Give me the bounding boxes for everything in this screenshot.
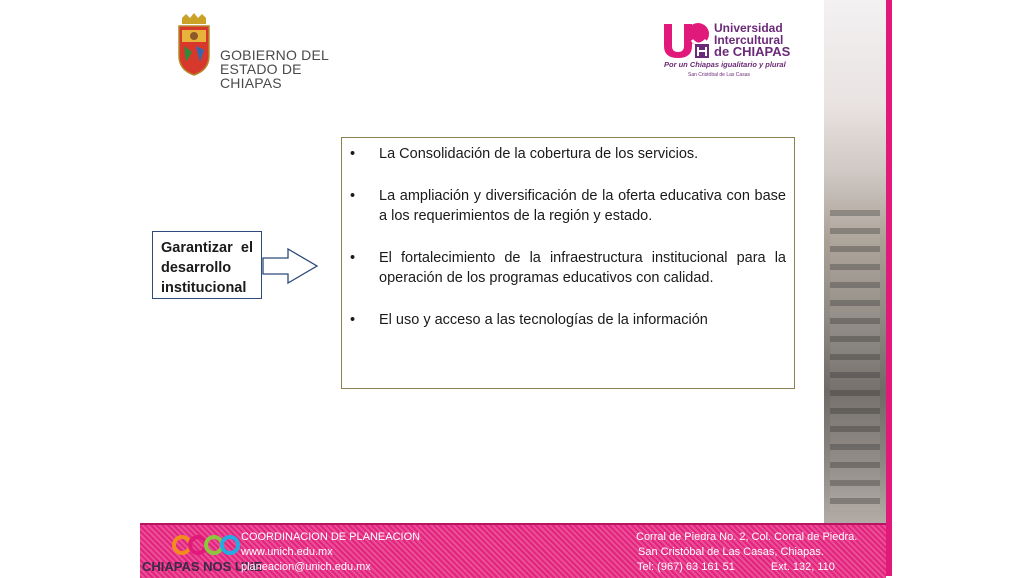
unich-emblem-icon — [662, 20, 712, 60]
footer-contact-left — [241, 530, 420, 575]
government-line-1: GOBIERNO DEL — [220, 47, 329, 63]
government-logo — [176, 12, 356, 91]
footer — [140, 523, 886, 578]
university-line-1: Universidad — [714, 21, 783, 35]
objective-label-line-2: desarrollo — [161, 260, 232, 276]
university-logo — [662, 16, 792, 80]
bullet-icon: • — [350, 249, 356, 266]
footer-logo-text: CHIAPAS NOS UNE — [142, 559, 263, 574]
footer-phone-number: Tel: (967) 63 161 51 — [637, 561, 735, 573]
objective-label-line-1: Garantizar el — [161, 240, 253, 256]
footer-phone — [637, 560, 835, 575]
footer-address-line-1: Corral de Piedra No. 2, Col. Corral de Piedra. — [636, 531, 858, 543]
government-name — [220, 48, 356, 90]
decorative-pink-bar — [886, 0, 892, 576]
government-line-2: ESTADO DE CHIAPAS — [220, 61, 302, 91]
objective-label-box — [152, 231, 262, 299]
list-item — [350, 310, 786, 331]
university-city: San Cristóbal de Las Casas — [688, 72, 750, 78]
right-arrow-icon — [262, 247, 320, 287]
university-name — [714, 22, 790, 58]
list-item-text: El uso y acceso a las tecnologías de la información — [379, 311, 708, 328]
list-item-text: La Consolidación de la cobertura de los servicios. — [379, 146, 699, 162]
chiapas-coat-of-arms-icon — [176, 12, 212, 76]
list-item — [350, 144, 786, 165]
objective-label-line-3: institucional — [161, 280, 247, 296]
footer-phone-ext: Ext. 132, 110 — [770, 561, 835, 573]
footer-department: COORDINACION DE PLANEACION — [241, 531, 421, 543]
chiapas-nos-une-logo — [142, 531, 263, 576]
footer-website-link[interactable]: www.unich.edu.mx — [241, 546, 333, 558]
university-line-2: Intercultural — [714, 33, 784, 47]
bullet-icon: • — [350, 146, 356, 162]
strategies-box — [341, 137, 795, 389]
list-item — [350, 186, 786, 227]
bullet-icon: • — [350, 311, 356, 328]
decorative-photo-strip — [824, 0, 886, 576]
list-item-text: La ampliación y diversificación de la oferta educativa con base a los requerimientos de la región y estado. — [379, 187, 786, 225]
list-item-text: El fortalecimiento de la infraestructura institucional para la operación de los programas educativos con calidad. — [379, 249, 786, 287]
strategies-list — [350, 144, 786, 331]
list-item — [350, 248, 786, 289]
footer-email-link[interactable]: planeacion@unich.edu.mx — [241, 561, 371, 573]
bullet-icon: • — [350, 187, 356, 204]
university-slogan: Por un Chiapas igualitario y plural — [664, 60, 786, 69]
university-line-3: de CHIAPAS — [714, 44, 791, 59]
footer-address-line-2: San Cristóbal de Las Casas, Chiapas. — [638, 546, 824, 558]
